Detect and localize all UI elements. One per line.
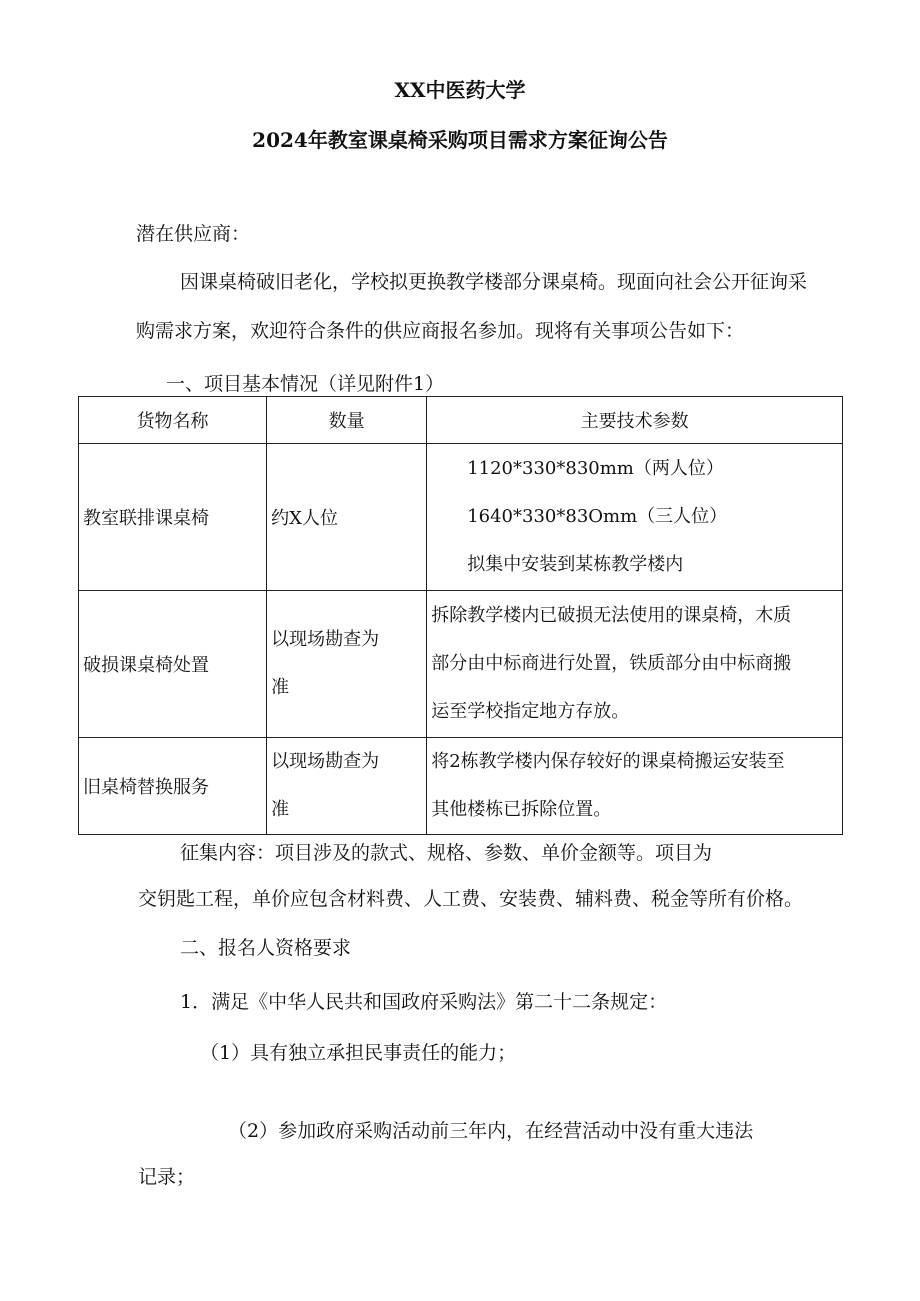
quantity-line: 以现场勘查为 (271, 751, 380, 772)
salutation: 潜在供应商： (136, 223, 251, 245)
requirement-sub-2-line-1: （2）参加政府采购活动前三年内，在经营活动中没有重大违法 (228, 1120, 754, 1142)
document-subtitle: 2024年教室课桌椅采购项目需求方案征询公告 (252, 128, 668, 152)
goods-name: 旧桌椅替换服务 (83, 777, 209, 798)
spec-line: 1640*330*83Omm（三人位） (467, 506, 728, 527)
quantity-cell (267, 444, 427, 591)
requirements-table (78, 396, 843, 835)
goods-name-cell (79, 738, 267, 835)
quantity-line: 约X人位 (271, 508, 338, 529)
section-1-heading: 一、项目基本情况（详见附件1） (166, 373, 445, 395)
spec-line: 拆除教学楼内已破损无法使用的课桌椅，木质 (431, 605, 792, 626)
requirement-sub-1: （1）具有独立承担民事责任的能力； (200, 1042, 517, 1064)
goods-name-cell (79, 591, 267, 738)
header-quantity: 数量 (267, 397, 427, 444)
goods-name-cell (79, 444, 267, 591)
header-goods-name: 货物名称 (79, 397, 267, 444)
table-row (79, 591, 843, 738)
quantity-line: 准 (271, 799, 290, 820)
intro-line-2: 购需求方案，欢迎符合条件的供应商报名参加。现将有关事项公告如下： (136, 320, 745, 342)
spec-line: 拟集中安装到某栋教学楼内 (467, 554, 684, 575)
intro-line-1: 因课桌椅破旧老化，学校拟更换教学楼部分课桌椅。现面向社会公开征询采 (180, 271, 808, 293)
quantity-line: 以现场勘查为 (271, 629, 380, 650)
quantity-cell (267, 738, 427, 835)
document-title: XX中医药大学 (394, 78, 526, 102)
spec-line: 部分由中标商进行处置，铁质部分由中标商搬 (431, 653, 792, 674)
table-header-row (79, 397, 843, 444)
spec-line: 运至学校指定地方存放。 (431, 701, 630, 722)
header-tech-params: 主要技术参数 (427, 397, 843, 444)
table-row (79, 738, 843, 835)
requirement-sub-2-line-2: 记录； (138, 1166, 196, 1188)
goods-name: 破损课桌椅处置 (83, 655, 209, 676)
requirement-item-1: 1．满足《中华人民共和国政府采购法》第二十二条规定： (180, 991, 668, 1013)
collect-content-line-2: 交钥匙工程，单价应包含材料费、人工费、安装费、辅料费、税金等所有价格。 (138, 888, 804, 910)
quantity-line: 准 (271, 677, 290, 698)
spec-cell (427, 444, 843, 591)
spec-line: 将2栋教学楼内保存较好的课桌椅搬运安装至 (431, 751, 785, 772)
spec-line: 1120*330*830mm（两人位） (467, 458, 724, 479)
quantity-cell (267, 591, 427, 738)
spec-cell (427, 738, 843, 835)
spec-line: 其他楼栋已拆除位置。 (431, 799, 612, 820)
section-2-heading: 二、报名人资格要求 (180, 937, 352, 959)
spec-cell (427, 591, 843, 738)
table-row (79, 444, 843, 591)
collect-content-line-1: 征集内容：项目涉及的款式、规格、参数、单价金额等。项目为 (180, 842, 713, 864)
goods-name: 教室联排课桌椅 (83, 508, 209, 529)
